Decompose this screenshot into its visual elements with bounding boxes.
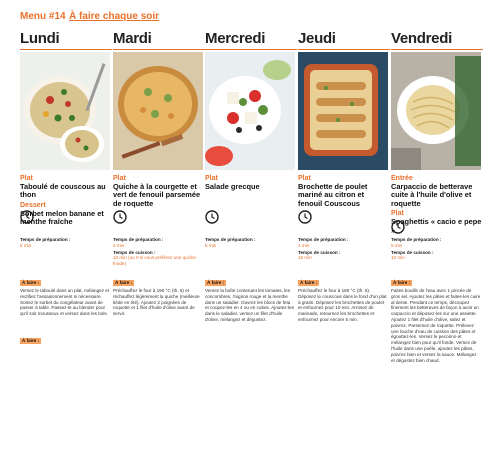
course-block [298,175,390,208]
prep-time-label: Temps de préparation : [20,237,71,242]
todo-label: À faire : [115,280,133,285]
course-category: Dessert [20,201,46,209]
cook-time-value: 10 min [391,255,405,260]
day-divider [205,49,297,50]
menu-subtitle: À faire chaque soir [69,11,160,22]
prep-time-label: Temps de préparation : [298,237,349,242]
cook-time-block [298,250,390,261]
day-column-jeudi [298,30,390,459]
prep-time-label: Temps de préparation : [391,237,442,242]
day-title: Mercredi [205,30,266,47]
todo-text: Préchauffez le four à 180 °C (th. 6). Déposez le couscous dans le fond d'un plat à gratin. Déposez les brochettes de poulet et enfournez pour 10 min. Arrosez de marinade, retournez les brochettes et enfournez pour encore 5 min. [298,288,387,322]
course-category: Plat [391,210,404,218]
clock-icon [113,210,127,224]
course-category: Plat [205,175,218,182]
todo-text: Versez le taboulé dans un plat, mélangez et rectifiez l'assaisonnement si nécessaire. Sortez le sorbet du congélateur avant de passer à table. Passez-le au blender pour qu'il soit mousseux et versez dans les bols. [20,288,110,317]
todo-label: À faire : [300,280,318,285]
cook-time-value: 10 min (ou 0 si vous préférez une quiche froide) [113,255,196,266]
day-column-mercredi [205,30,297,459]
todo-label: À faire : [207,280,225,285]
course-dish: Brochette de poulet mariné au citron et fenouil Couscous [298,182,368,208]
todo-label: À faire : [393,280,411,285]
course-dish: Carpaccio de betterave cuite à l'huile d'olive et roquette [391,182,473,208]
day-title: Vendredi [391,30,452,47]
clock-icon [205,210,219,224]
course-category: Plat [298,175,311,182]
prep-time-value: 5 min [20,243,32,248]
page-header [0,0,500,30]
cook-time-label: Temps de cuisson : [113,250,156,255]
dish-photo [391,52,481,170]
day-column-lundi [20,30,112,459]
day-column-mardi [113,30,205,459]
course-block [205,175,297,191]
clock-icon [298,210,312,224]
prep-time-value: 5 min [391,243,403,248]
course-category: Plat [113,175,126,182]
day-divider [20,49,112,50]
course-dish: Sorbet melon banane et menthe fraîche [20,208,104,227]
day-column-vendredi [391,30,483,459]
todo-label: À faire : [22,280,40,285]
course-dish: Spaghettis « cacio e pepe » [391,217,482,235]
todo-text: Préchauffez le four à 190 °C (th. 6) et réchauffez légèrement la quiche (meilleure tiède en été). Ajoutez 2 poignées de roquette et 1 filet d'huile d'olive avant de servir. [113,288,200,317]
prep-time-value: 5 min [205,243,217,248]
day-divider [391,49,483,50]
course-block [113,175,205,208]
cook-time-block [113,250,205,267]
dish-photo [298,52,388,170]
day-divider [113,49,205,50]
prep-time-label: Temps de préparation : [205,237,256,242]
menu-label: Menu #14 [20,11,66,22]
course-category: Plat [20,175,33,182]
dish-photo [20,52,110,170]
clock-icon [391,220,405,234]
cook-time-label: Temps de cuisson : [298,250,341,255]
cook-time-value: 15 min [298,255,312,260]
course-dish: Quiche à la courgette et vert de fenouil parsemée de roquette [113,182,201,208]
todo-label: À faire : [22,338,40,343]
day-divider [298,49,390,50]
clock-icon [20,210,34,224]
todo-text: Versez la boîte contenant les tomates, les concombres, l'oignon rouge et la menthe dans un saladier. Ouvrez les blocs de feta et coupez-les en 4 ou en cubes. Ajoutez-les dans le saladier, versez un filet d'huile d'olive, mélangez et dégustez. [205,288,294,322]
day-title: Jeudi [298,30,336,47]
day-title: Mardi [113,30,152,47]
course-category: Entrée [391,175,413,182]
prep-time-value: 1 min [298,243,310,248]
course-dish: Salade grecque [205,182,260,191]
prep-time-label: Temps de préparation : [113,237,164,242]
prep-time-value: 2 min [113,243,125,248]
dish-photo [205,52,295,170]
cook-time-label: Temps de cuisson : [391,250,434,255]
course-dish: Taboulé de couscous au thon [20,182,106,200]
todo-text: Faites bouillir de l'eau avec 1 pincée de gros sel. Ajoutez les pâtes et faites-les cuire al dente. Pendant ce temps, découpez finement les betteraves de façon à avoir un carpaccio et déposez-les sur une assiette. Ajoutez 1 filet d'huile d'olive, salez et poivrez. Parsemez de roquette. Prélevez une louche d'eau de cuisson des pâtes et égouttez-les. Versez le pecorino et mélangez bien pour qu'il fonde. Versez de l'huile dans une poêle, ajoutez les pâtes, poivrez bien et versez la sauce. Mélangez et dégustez bien chaud. [391,288,481,363]
dish-photo [113,52,203,170]
cook-time-block [391,250,483,261]
day-title: Lundi [20,30,60,47]
